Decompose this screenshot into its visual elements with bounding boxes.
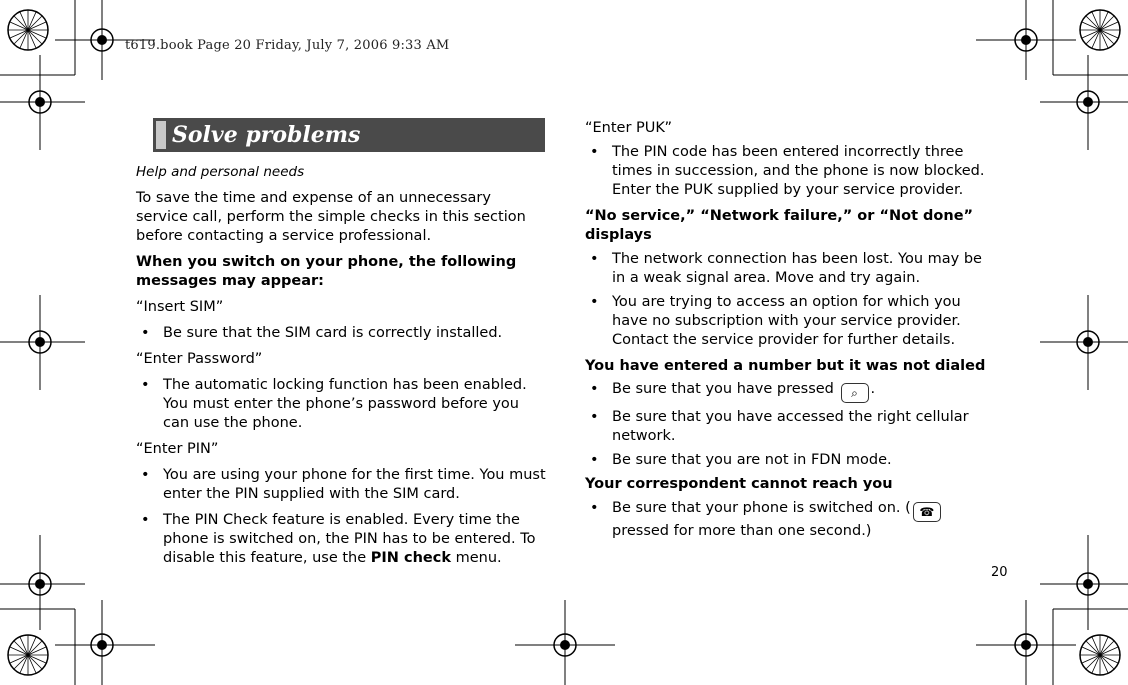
list-item: • Be sure that you are not in FDN mode.	[590, 452, 892, 468]
bullet: •	[590, 500, 599, 516]
left-column	[136, 163, 546, 568]
intro-paragraph: To save the time and expense of an unnecessary service call, perform the simple checks in this section before contacting a service professional.	[136, 190, 526, 244]
bullet: •	[141, 377, 150, 393]
not-dialed-heading: You have entered a number but it was not dialed	[585, 358, 986, 374]
title-accent	[156, 121, 166, 149]
list-item: • The automatic locking function has been enabled. You must enter the phone’s password before you can use the phone.	[141, 377, 527, 431]
right-column	[585, 119, 997, 541]
bullet: •	[590, 452, 599, 468]
list-item: • You are using your phone for the first time. You must enter the PIN supplied with the SIM card.	[141, 467, 546, 502]
bullet: •	[141, 467, 150, 483]
power-end-key-icon: ☎	[913, 502, 941, 522]
no-service-heading: “No service,” “Network failure,” or “Not done” displays	[585, 208, 974, 243]
print-header: t619.book Page 20 Friday, July 7, 2006 9:33 AM	[125, 38, 450, 53]
bullet: •	[590, 409, 599, 425]
cannot-reach-heading: Your correspondent cannot reach you	[585, 476, 893, 492]
list-item: • The PIN Check feature is enabled. Every time the phone is switched on, the PIN has to be entered. To disable this feature, use the PIN check menu.	[141, 512, 536, 566]
list-item: • The network connection has been lost. You may be in a weak signal area. Move and try again.	[590, 251, 982, 286]
enter-password-label: “Enter Password”	[136, 351, 263, 367]
list-item: • Be sure that your phone is switched on. ( ☎ pressed for more than one second.)	[585, 499, 997, 541]
send-key-icon: ⌕	[841, 383, 869, 403]
page-number: 20	[991, 565, 1008, 580]
list-item: • The PIN code has been entered incorrectly three times in succession, and the phone is now blocked. Enter the PUK supplied by your service provider.	[590, 144, 985, 198]
bullet: •	[590, 144, 599, 160]
list-item: • Be sure that you have pressed ⌕ .	[585, 380, 997, 403]
enter-puk-label: “Enter PUK”	[585, 120, 672, 136]
list-item: • Be sure that the SIM card is correctly installed.	[141, 325, 503, 341]
list-item: • Be sure that you have accessed the right cellular network.	[590, 409, 969, 444]
section-subtitle: Help and personal needs	[136, 164, 305, 180]
bullet: •	[141, 512, 150, 528]
bullet: •	[141, 325, 150, 341]
bullet: •	[590, 294, 599, 310]
bullet: •	[590, 251, 599, 267]
pin-check-menu-name: PIN check	[370, 550, 451, 566]
list-item: • You are trying to access an option for which you have no subscription with your service provider. Contact the service provider for further details.	[590, 294, 961, 348]
section-title: Solve problems	[172, 122, 361, 148]
switch-on-heading: When you switch on your phone, the following messages may appear:	[136, 254, 517, 289]
insert-sim-label: “Insert SIM”	[136, 299, 224, 315]
bullet: •	[590, 381, 599, 397]
enter-pin-label: “Enter PIN”	[136, 441, 219, 457]
